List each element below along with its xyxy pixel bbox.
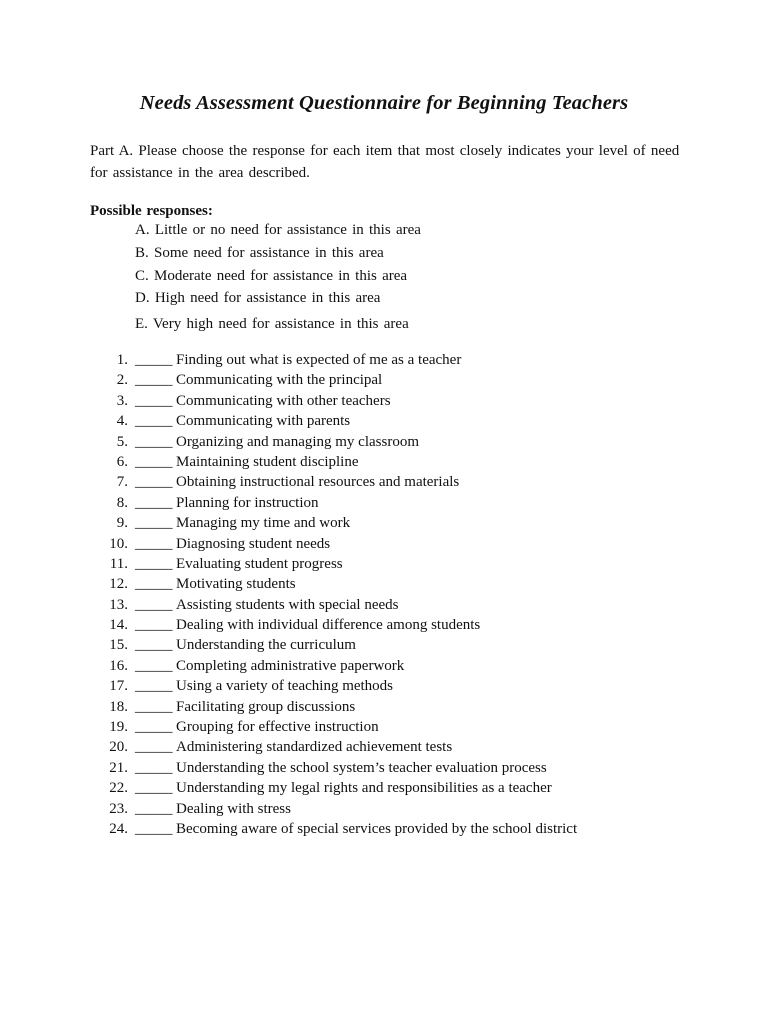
responses-heading: Possible responses: — [90, 203, 213, 219]
item-number: 5. — [116, 433, 128, 450]
answer-blank[interactable]: _____ — [135, 780, 173, 797]
answer-blank[interactable]: _____ — [135, 372, 173, 389]
item-number: 17. — [109, 678, 128, 695]
answer-blank[interactable]: _____ — [135, 596, 173, 613]
item-number: 13. — [109, 596, 128, 613]
response-option-a: A. Little or no need for assistance in this area — [135, 222, 421, 238]
item-number: 6. — [116, 453, 128, 470]
item-text: Organizing and managing my classroom — [176, 433, 420, 450]
item-number: 14. — [109, 617, 128, 634]
response-option-c: C. Moderate need for assistance in this area — [135, 268, 408, 284]
item-text: Facilitating group discussions — [176, 698, 356, 715]
questionnaire-item — [0, 656, 768, 676]
page-title: Needs Assessment Questionnaire for Beginning Teachers — [139, 92, 629, 114]
questionnaire-item — [0, 513, 768, 533]
item-number: 21. — [109, 759, 128, 776]
answer-blank[interactable]: _____ — [135, 759, 173, 776]
item-text: Using a variety of teaching methods — [176, 678, 394, 695]
item-number: 2. — [116, 372, 128, 389]
item-number: 15. — [109, 637, 128, 654]
item-text: Diagnosing student needs — [176, 535, 331, 552]
item-text: Maintaining student discipline — [176, 453, 359, 470]
instructions-paragraph: Part A. Please choose the response for each item that most closely indicates your level of need for assistance in the area described. — [90, 143, 680, 181]
item-number: 18. — [109, 698, 128, 715]
answer-blank[interactable]: _____ — [135, 352, 173, 368]
answer-blank[interactable]: _____ — [135, 535, 173, 552]
item-number: 1. — [116, 352, 128, 368]
answer-blank[interactable]: _____ — [135, 800, 173, 817]
questionnaire-item — [0, 717, 768, 737]
item-text: Administering standardized achievement tests — [176, 739, 453, 756]
item-text: Finding out what is expected of me as a teacher — [176, 352, 462, 368]
questionnaire-item — [0, 676, 768, 696]
answer-blank[interactable]: _____ — [135, 453, 173, 470]
item-text: Assisting students with special needs — [176, 596, 399, 613]
questionnaire-item — [0, 758, 768, 778]
answer-blank[interactable]: _____ — [135, 719, 173, 736]
item-number: 8. — [116, 494, 128, 511]
questionnaire-item — [0, 534, 768, 554]
answer-blank[interactable]: _____ — [135, 515, 173, 532]
item-text: Completing administrative paperwork — [176, 657, 405, 674]
response-option-e: E. Very high need for assistance in this area — [135, 316, 409, 332]
questionnaire-item — [0, 635, 768, 655]
answer-blank[interactable]: _____ — [135, 820, 173, 837]
item-number: 20. — [109, 739, 128, 756]
questionnaire-item — [0, 472, 768, 492]
questionnaire-item — [0, 411, 768, 431]
answer-blank[interactable]: _____ — [135, 392, 173, 409]
questionnaire-item — [0, 778, 768, 798]
answer-blank[interactable]: _____ — [135, 698, 173, 715]
item-text: Communicating with parents — [176, 413, 351, 430]
item-text: Dealing with individual difference among students — [176, 617, 481, 634]
questionnaire-item — [0, 737, 768, 757]
questionnaire-item — [0, 799, 768, 819]
item-number: 23. — [109, 800, 128, 817]
questionnaire-item — [0, 819, 768, 839]
answer-blank[interactable]: _____ — [135, 474, 173, 491]
questionnaire-item — [0, 697, 768, 717]
item-number: 7. — [116, 474, 128, 491]
item-text: Becoming aware of special services provided by the school district — [176, 820, 578, 837]
questionnaire-item — [0, 452, 768, 472]
item-text: Dealing with stress — [176, 800, 291, 817]
item-number: 11. — [109, 555, 128, 572]
answer-blank[interactable]: _____ — [135, 555, 173, 572]
item-text: Understanding my legal rights and responsibilities as a teacher — [176, 780, 552, 797]
item-text: Motivating students — [176, 576, 296, 593]
answer-blank[interactable]: _____ — [135, 657, 173, 674]
answer-blank[interactable]: _____ — [135, 433, 173, 450]
answer-blank[interactable]: _____ — [135, 494, 173, 511]
questionnaire-item — [0, 615, 768, 635]
answer-blank[interactable]: _____ — [135, 637, 173, 654]
item-number: 12. — [109, 576, 128, 593]
item-number: 10. — [109, 535, 128, 552]
item-text: Evaluating student progress — [176, 555, 343, 572]
item-text: Understanding the curriculum — [176, 637, 356, 654]
questionnaire-item — [0, 391, 768, 411]
item-number: 16. — [109, 657, 128, 674]
response-option-b: B. Some need for assistance in this area — [135, 245, 384, 261]
questionnaire-item — [0, 370, 768, 390]
questionnaire-item — [0, 432, 768, 452]
questionnaire-item — [0, 595, 768, 615]
item-text: Understanding the school system’s teacher evaluation process — [176, 759, 547, 776]
answer-blank[interactable]: _____ — [135, 617, 173, 634]
questionnaire-item — [0, 350, 768, 370]
questionnaire-item — [0, 574, 768, 594]
item-text: Obtaining instructional resources and materials — [176, 474, 460, 491]
item-number: 9. — [116, 515, 128, 532]
response-option-d: D. High need for assistance in this area — [135, 290, 381, 306]
item-text: Communicating with other teachers — [176, 392, 391, 409]
questionnaire-items-list — [0, 350, 768, 839]
item-number: 3. — [116, 392, 128, 409]
answer-blank[interactable]: _____ — [135, 739, 173, 756]
item-text: Communicating with the principal — [176, 372, 383, 389]
item-text: Managing my time and work — [176, 515, 351, 532]
answer-blank[interactable]: _____ — [135, 576, 173, 593]
item-number: 22. — [109, 780, 128, 797]
item-text: Planning for instruction — [176, 494, 319, 511]
questionnaire-item — [0, 554, 768, 574]
answer-blank[interactable]: _____ — [135, 413, 173, 430]
item-number: 24. — [109, 820, 128, 837]
item-number: 19. — [109, 719, 128, 736]
item-text: Grouping for effective instruction — [176, 719, 379, 736]
answer-blank[interactable]: _____ — [135, 678, 173, 695]
questionnaire-item — [0, 493, 768, 513]
item-number: 4. — [116, 413, 128, 430]
